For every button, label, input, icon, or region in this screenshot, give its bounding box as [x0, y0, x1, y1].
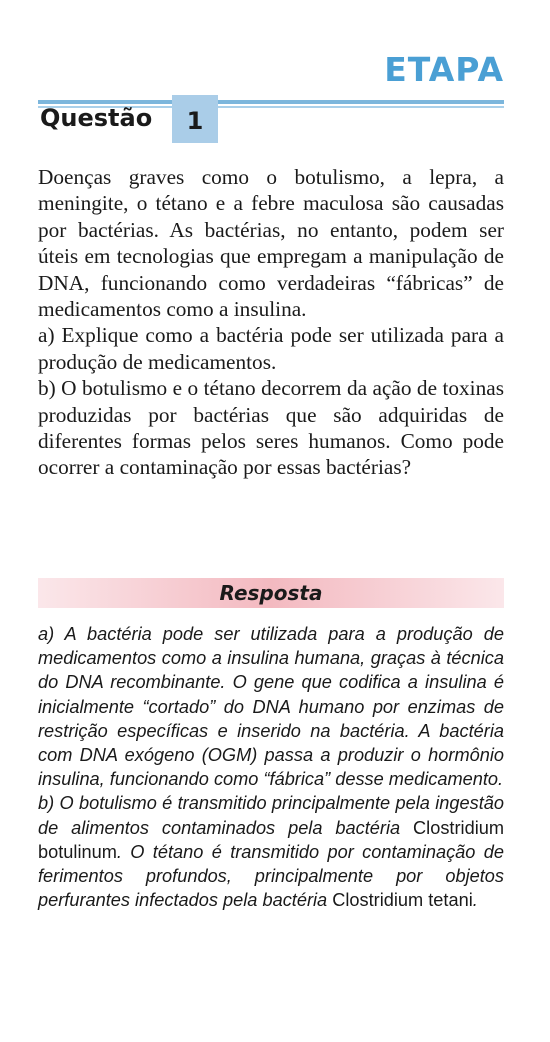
species-name-botulinum: Clostridium botulinum — [38, 817, 505, 862]
question-number-badge — [172, 95, 218, 143]
answer-part-b-text-1: b) O botulismo é transmitido principalmente pela ingestão de alimentos contaminados pela bactéria — [38, 793, 504, 838]
answer-part-b-text-2: . O tétano é transmitido por contaminação de ferimentos profundos, principalmente por objetos perfurantes infectados pela bactéria — [38, 841, 504, 911]
brand-title: ETAPA — [384, 50, 504, 89]
answer-part-b-text-3: . — [472, 890, 478, 911]
question-number: 1 — [186, 107, 204, 135]
question-text — [38, 164, 504, 481]
answer-title: Resposta — [219, 581, 323, 605]
species-name-tetani: Clostridium tetani — [332, 890, 473, 911]
question-item-a: a) Explique como a bactéria pode ser utilizada para a produção de medicamentos. — [38, 323, 504, 374]
answer-text — [38, 622, 504, 912]
question-intro: Doenças graves como o botulismo, a lepra, a meningite, o tétano e a febre maculosa são causadas por bactérias. As bactérias, no entanto, podem ser úteis em tecnologias que empregam a manipulação de DNA, funcionando como verdadeiras “fábricas” de medicamentos como a insulina. — [38, 165, 504, 322]
answer-part-a: a) A bactéria pode ser utilizada para a produção de medicamentos como a insulina humana, graças à técnica do DNA recombinante. O gene que codifica a insulina é inicialmente “cortado” do DNA humano por enzimas de restrição específicas e inserido na bactéria. A bactéria com DNA exógeno (OGM) passa a produzir o hormônio insulina, funcionando como “fábrica” desse medicamento. — [38, 624, 504, 790]
answer-part-b — [38, 791, 504, 912]
answer-header-bar — [38, 578, 504, 608]
question-item-b: b) O botulismo e o tétano decorrem da ação de toxinas produzidas por bactérias que são adquiridas de diferentes formas pelos seres humanos. Como pode ocorrer a contaminação por essas bactérias? — [38, 376, 504, 480]
question-label: Questão — [40, 104, 153, 132]
